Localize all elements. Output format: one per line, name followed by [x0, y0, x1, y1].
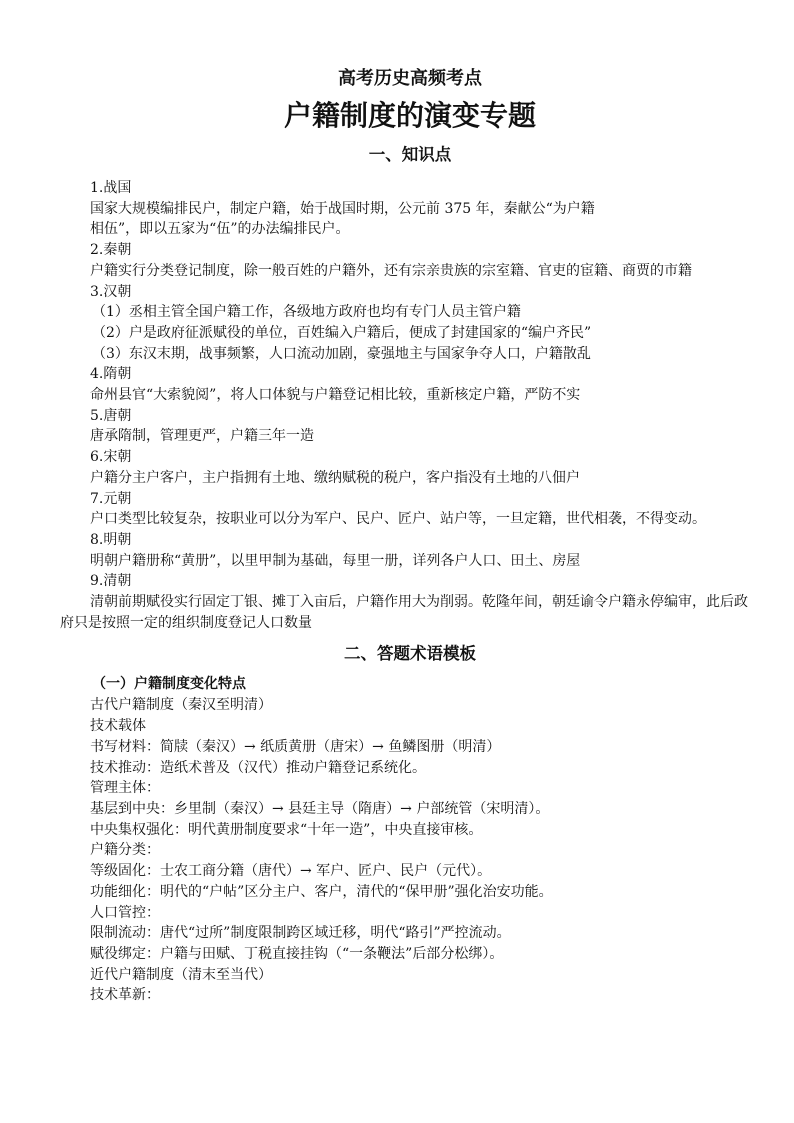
item-line: （3）东汉末期，战事频繁，人口流动加剧，豪强地主与国家争夺人口，户籍散乱 [92, 345, 591, 362]
item-paragraph: 户籍实行分类登记制度，除一般百姓的户籍外，还有宗亲贵族的宗室籍、官吏的宦籍、商贾的市籍 [90, 262, 692, 279]
document-title: 户籍制度的演变专题 [283, 99, 536, 132]
item-label: 6.宋朝 [90, 449, 132, 466]
item-label: 2.秦朝 [90, 242, 132, 259]
template-line: 古代户籍制度（秦汉至明清） [90, 697, 272, 714]
subsection-heading: （一）户籍制度变化特点 [92, 676, 246, 693]
item-label: 7.元朝 [90, 490, 132, 507]
item-line: 相伍”，即以五家为“伍”的办法编排民户。 [90, 221, 350, 238]
item-label: 4.隋朝 [90, 366, 132, 383]
item-line: 唐承隋制，管理更严，户籍三年一造 [90, 428, 314, 445]
item-paragraph: 户口类型比较复杂，按职业可以分为军户、民户、匠户、站户等，一旦定籍，世代相袭，不得变动。 [90, 511, 706, 528]
template-line: 技术载体 [90, 718, 146, 735]
section-heading-knowledge: 一、知识点 [368, 145, 452, 164]
template-line: 人口管控： [90, 904, 160, 921]
item-label: 1.战国 [90, 180, 132, 196]
template-line: 近代户籍制度（清末至当代） [90, 966, 272, 983]
template-line: 技术革新： [90, 987, 160, 1004]
item-paragraph: 清朝前期赋役实行固定丁银、摊丁入亩后，户籍作用大为削弱。乾隆年间，朝廷谕令户籍永停编审，此后政府只是按照一定的组织制度登记人口数量 [60, 594, 748, 631]
item-label: 5.唐朝 [90, 407, 132, 424]
template-line: 赋役绑定：户籍与田赋、丁税直接挂钩（“一条鞭法”后部分松绑）。 [90, 945, 504, 962]
section-heading-templates: 二、答题术语模板 [344, 644, 476, 664]
template-line: 限制流动：唐代“过所”制度限制跨区域迁移，明代“路引”严控流动。 [90, 925, 511, 942]
item-label: 9.清朝 [90, 573, 132, 590]
item-line: 户籍分主户客户，主户指拥有土地、缴纳赋税的税户，客户指没有土地的八佃户 [90, 469, 580, 486]
template-line: 技术推动：造纸术普及（汉代）推动户籍登记系统化。 [90, 759, 426, 776]
item-line: （2）户是政府征派赋役的单位，百姓编入户籍后，便成了封建国家的“编户齐民” [92, 324, 592, 341]
item-label: 8.明朝 [90, 531, 132, 548]
template-line: 中央集权强化：明代黄册制度要求“十年一造”，中央直接审核。 [90, 821, 483, 838]
item-line: （1）丞相主管全国户籍工作，各级地方政府也均有专门人员主管户籍 [92, 304, 521, 321]
item-line: 国家大规模编排民户，制定户籍，始于战国时期，公元前 375 年，秦献公“为户籍 [90, 200, 595, 217]
template-line: 基层到中央：乡里制（秦汉）→ 县廷主导（隋唐）→ 户部统管（宋明清）。 [90, 800, 550, 817]
template-line: 书写材料：简牍（秦汉）→ 纸质黄册（唐宋）→ 鱼鳞图册（明清） [90, 738, 501, 755]
item-line: 明朝户籍册称“黄册”，以里甲制为基础，每里一册，详列各户人口、田土、房屋 [90, 552, 581, 569]
document-subtitle: 高考历史高频考点 [338, 68, 482, 89]
item-line: 命州县官“大索貌阅”，将人口体貌与户籍登记相比较，重新核定户籍，严防不实 [90, 387, 581, 404]
template-line: 等级固化：士农工商分籍（唐代）→ 军户、匠户、民户（元代）。 [90, 863, 492, 880]
template-line: 管理主体： [90, 780, 160, 797]
template-line: 功能细化：明代的“户帖”区分主户、客户，清代的“保甲册”强化治安功能。 [90, 883, 553, 900]
template-line: 户籍分类： [90, 842, 160, 859]
item-label: 3.汉朝 [90, 283, 132, 300]
